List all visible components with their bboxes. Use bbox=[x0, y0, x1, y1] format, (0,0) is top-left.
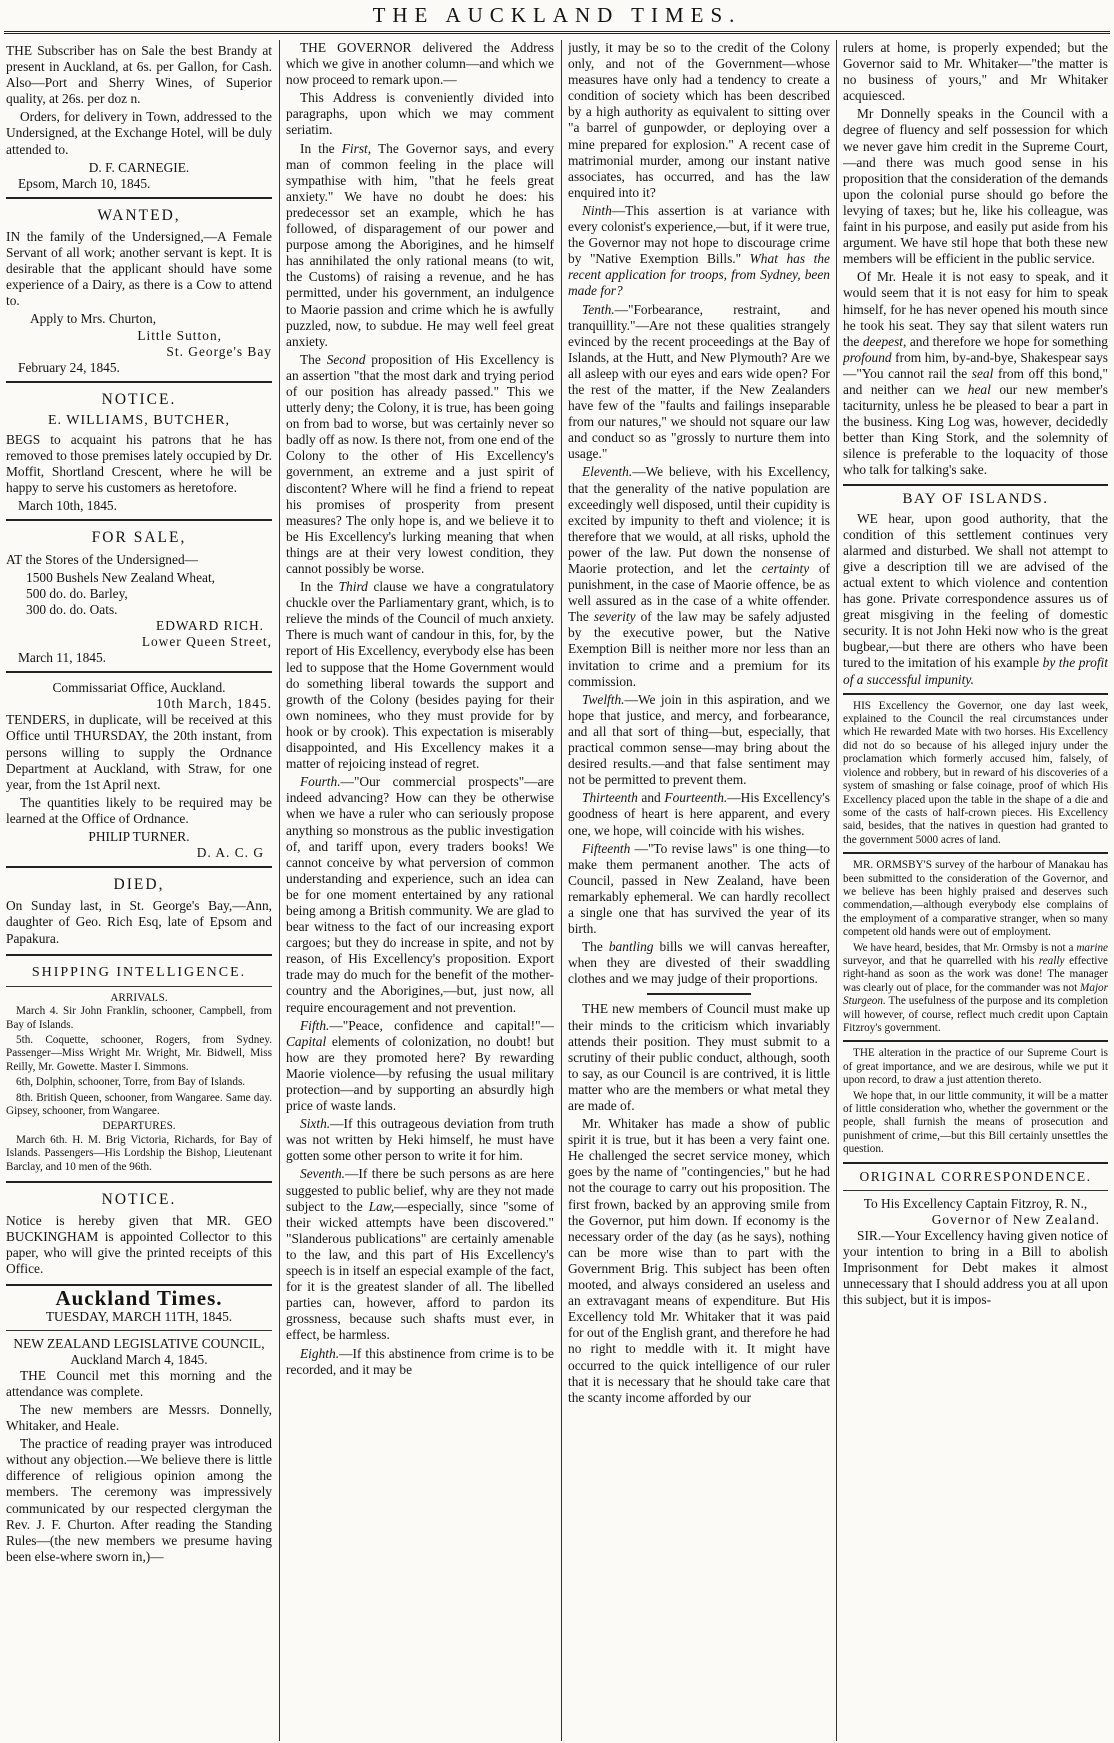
commissariat-date: 10th March, 1845. bbox=[156, 696, 272, 712]
shipping-heading: SHIPPING INTELLIGENCE. bbox=[31, 964, 247, 980]
for-sale-heading: FOR SALE, bbox=[91, 529, 187, 547]
for-sale-advert bbox=[6, 525, 272, 673]
divider bbox=[6, 986, 272, 987]
wanted-text: IN the family of the Undersigned,—A Female Servant of all work; another servant is kept. It is desirable that the applicant should have some experience of a Dairy, as there is a Cow to attend to. bbox=[6, 228, 272, 309]
bay-of-islands-paragraph: WE hear, upon good authority, that the condition of this settlement continues very alarmed and disturbed. We shall not attempt to give a description till we are advised of the actual extent to which violence and contention has gone. Private correspondence assures us of great misgiving in the feeling of domestic security. It is not John Heki now who is the great bugbear,—but there are others who have been tured to the imitation of his example by the profit of a successful impunity. bbox=[843, 510, 1108, 687]
divider bbox=[843, 1040, 1108, 1042]
for-sale-line: 300 do. do. Oats. bbox=[26, 601, 118, 617]
butcher-name: E. WILLIAMS, BUTCHER, bbox=[47, 412, 231, 428]
council-members-paragraph: Of Mr. Heale it is not easy to speak, and it would seem that it is not easy for him to speak himself, for he has never opened his mouth since he took his seat. They say that silent waters run the deepest, and therefore we hope for something profound from him, by-and-bye, Shakespear says—"You cannot rail the seal from off this bond," and neither can we heal our new member's taciturnity, unless he be pleased to bear a part in the business. King Log was, however, decidedly better than King Stork, and the solemnity of silence is preferable to the loquacity of those who talk for talking's sake. bbox=[843, 269, 1108, 478]
court-paragraph: THE alteration in the practice of our Supreme Court is of great importance, and we are desirous, while we put it upon record, to draw a just attention thereto. bbox=[843, 1047, 1108, 1087]
governor-paragraph: HIS Excellency the Governor, one day last week, explained to the Council the real circumstances under which He rewarded Mate with two horses. His Excellency did not do so because of his alleged injury under the proclamation which formerly accused him, falsely, of violence and robbery, but in reward of his discoveries of a system of smashing or false coinage, proof of which His Excellency placed upon the table in the shape of a die and some of the casts of half-crown pieces. His Excellency said, besides, that the natives in question had granted to the government 5000 acres of land. bbox=[843, 699, 1108, 846]
court-paragraph: We hope that, in our little community, it will be a matter of little consideration who, whether the government or the people, shall furnish the means of prosecution and punishment of crime,—but this Bill certainly unsettles the question. bbox=[843, 1089, 1108, 1156]
address-paragraph: Fifteenth —"To revise laws" is one thing—to make them permanent another. The acts of Council, passed in New Zealand, have been remarkably ephemeral. We can hardly recollect a single one that has survived the year of its birth. bbox=[568, 840, 830, 937]
arrival-entry: 8th. British Queen, schooner, from Wangaree. Same day. Gipsey, schooner, from Wangaree. bbox=[6, 1091, 272, 1117]
departure-entry: March 6th. H. M. Brig Victoria, Richards, for Bay of Islands. Passengers—His Lordship the Bishop, Lieutenant Barclay, and 10 men of the 96th. bbox=[6, 1133, 272, 1173]
council-heading: NEW ZEALAND LEGISLATIVE COUNCIL, Auckland March 4, 1845. bbox=[13, 1335, 265, 1367]
council-paragraph: THE Council met this morning and the attendance was complete. bbox=[6, 1367, 272, 1399]
column-3 bbox=[568, 40, 830, 1408]
wanted-place-1: Little Sutton, bbox=[137, 327, 222, 343]
address-paragraph: Sixth.—If this outrageous deviation from truth was not written by Heki himself, he must have gotten some other person to write it for him. bbox=[286, 1116, 554, 1164]
ormsby-paragraph: We have heard, besides, that Mr. Ormsby is not a marine surveyor, and that he quarrelled with his really effective right-hand as soon as the work was done! The manager was clearly out of place, for the commander was not Major Sturgeon. The usefulness of the purpose and its completion will however, of course, reflect much credit upon Captain Fitzroy's government. bbox=[843, 941, 1108, 1034]
council-paragraph: The new members are Messrs. Donnelly, Whitaker, and Heale. bbox=[6, 1402, 272, 1434]
died-notice bbox=[6, 872, 272, 955]
died-heading: DIED, bbox=[113, 876, 165, 894]
column-divider bbox=[836, 40, 837, 1741]
butcher-notice bbox=[6, 387, 272, 522]
column-2 bbox=[286, 40, 554, 1380]
carnegie-text: THE Subscriber has on Sale the best Brandy at present in Auckland, at 6s. per Gallon, for Cash. Also—Port and Sherry Wines, of Superior quality, at 26s. per doz n. bbox=[6, 43, 272, 107]
paper-title: Auckland Times. bbox=[55, 1286, 223, 1311]
council-members-paragraph: THE new members of Council must make up their minds to the criticism which invariably attends their position. They must submit to a scrutiny of their public conduct, although, sooth to say, as our Council is are contrived, it is little matter who are the members or what metal they are made of. bbox=[568, 1001, 830, 1113]
for-sale-date: March 11, 1845. bbox=[18, 650, 107, 666]
tenders-advert bbox=[6, 677, 272, 868]
address-paragraph: This Address is conveniently divided into paragraphs, upon which we may comment seriatim. bbox=[286, 90, 554, 138]
column-divider bbox=[561, 40, 562, 1741]
for-sale-text: AT the Stores of the Undersigned— bbox=[6, 551, 199, 567]
address-paragraph: Fifth.—"Peace, confidence and capital!"—Capital elements of colonization, no doubt! but how are they promoted here? By rewarding Maorie violence—by refusing the usual military protection—and by supporting an absurdly high price of waste lands. bbox=[286, 1017, 554, 1114]
shipping-section bbox=[6, 960, 272, 1183]
for-sale-line: 500 do. do. Barley, bbox=[26, 585, 128, 601]
arrival-entry: 5th. Coquette, schooner, Rogers, from Sydney. Passenger—Miss Wright Mr. Wright, Mr. Bidwell, Miss Reilly, Mr. Gowette. Master I. Simmons. bbox=[6, 1033, 272, 1073]
wanted-date: February 24, 1845. bbox=[18, 359, 120, 375]
for-sale-line: 1500 Bushels New Zealand Wheat, bbox=[26, 569, 216, 585]
wanted-place-2: St. George's Bay bbox=[166, 343, 272, 359]
shipping-list bbox=[6, 992, 272, 1174]
masthead: THE AUCKLAND TIMES. bbox=[372, 3, 742, 27]
address-paragraph: Eighth.—If this abstinence from crime is to be recorded, and it may be bbox=[286, 1345, 554, 1377]
divider bbox=[843, 484, 1108, 486]
ormsby-paragraph: MR. ORMSBY'S survey of the harbour of Manakau has been submitted to the consideration of the Governor, and we believe has been highly praised and deserves such commendation,—although everybody else complains of the employment of a comparative stranger, when so many competent old hands were out of employment. bbox=[843, 859, 1108, 939]
tenders-signature: PHILIP TURNER. bbox=[88, 829, 190, 845]
column-divider bbox=[279, 40, 280, 1741]
bay-of-islands-heading: BAY OF ISLANDS. bbox=[902, 490, 1049, 507]
letter-addressee-title: Governor of New Zealand. bbox=[931, 1211, 1100, 1227]
wanted-heading: WANTED, bbox=[97, 206, 181, 224]
council-members-paragraph: Mr Donnelly speaks in the Council with a degree of fluency and self possession for which we never gave him credit in the Supreme Court,—and there was much good sense in his proposition that the consideration of the demands upon the colonial purse should go before the levying of taxes; but he, like his colleague, was faint in his purpose, and easily put aside from his argument. We have stil hope that both these new members will be efficient in the public service. bbox=[843, 106, 1108, 267]
notice-heading: NOTICE. bbox=[101, 390, 177, 408]
arrival-entry: March 4. Sir John Franklin, schooner, Campbell, from Bay of Islands. bbox=[6, 1005, 272, 1031]
divider bbox=[843, 1162, 1108, 1164]
arrivals-heading: ARRIVALS. bbox=[110, 991, 168, 1004]
arrival-entry: 6th, Dolphin, schooner, Torre, from Bay of Islands. bbox=[16, 1076, 246, 1089]
council-members-paragraph: Mr. Whitaker has made a show of public spirit it is true, but it has been a very faint one. He challenged the secret service money, which goes by the name of "contingencies," but he had not the courage to carry out his proposition. The first frown, backed by an approving smile from the Governor, put him down. If economy is the necessary order of the day (as he says), nothing can be more wise than to part with the Government Brig. This subject has been often mooted, and always considered an useless and an extravagant means of expenditure. But His Excellency told Mr. Whitaker that it was paid for out of the English grant, and therefore he had no right to meddle with it. It might have occurred to the quick intelligence of our ruler that it is necessary that he should take care that the scanty income afforded by our bbox=[568, 1116, 830, 1405]
ormsby-news bbox=[843, 859, 1108, 1035]
address-paragraph: The Second proposition of His Excellency is an assertion "that the most dark and trying period of our position has already passed." This we utterly deny; the Colony, it is true, has been going on from bad to worse, but was certainly never so badly off as now. Is there not, from one end of the Colony to the other of His Excellency's government, an extreme and a just spirit of discontent? Where will he find a friend to repeat his promises of prosperity from present measures? The only hope is, and we believe it to be His Excellency's lurking meaning that when things are at their very lowest condition, they cannot possibly be worse. bbox=[286, 351, 554, 576]
council-members-paragraph: rulers at home, is properly expended; but the Governor said to Mr. Whitaker—"the matter is no business of yours," and Mr Whitaker acquiesced. bbox=[843, 40, 1108, 104]
tenders-text: TENDERS, in duplicate, will be received at this Office until THURSDAY, the 20th instant, from persons willing to supply the Ordnance Department at Auckland, with Straw, for one year, from the 1st April next. bbox=[6, 712, 272, 792]
divider bbox=[6, 1330, 272, 1331]
council-paragraph: The practice of reading prayer was introduced without any objection.—We believe there is little difference of religious opinion among the members. The ceremony was impressively communicated by our respected clergyman the Rev. J. F. Churton. After reading the Standing Rules—(the new members we presume having been else-where sworn in,)— bbox=[6, 1436, 272, 1564]
column-4 bbox=[843, 40, 1108, 1310]
for-sale-signature: EDWARD RICH. bbox=[156, 617, 264, 633]
carnegie-signature: D. F. CARNEGIE. bbox=[88, 159, 190, 175]
divider bbox=[647, 993, 752, 995]
address-paragraph: Ninth—This assertion is at variance with every colonist's experience,—but, if it were true, the Governor may not hope to discourage crime by "Native Exemption Bills." What has the recent application for troops, from Sydney, been made for? bbox=[568, 202, 830, 299]
original-correspondence-heading: ORIGINAL CORRESPONDENCE. bbox=[859, 1168, 1092, 1184]
paper-date: TUESDAY, MARCH 11TH, 1845. bbox=[45, 1308, 233, 1324]
divider bbox=[843, 693, 1108, 695]
address-paragraph: Fourth.—"Our commercial prospects"—are indeed advancing? How can they be otherwise when we have a ruler who can seriously propose anything so monstrous as the public investigation of, and tariff upon, every traders books! We cannot conceive by what perversion of common understanding and experience, such an idea can be for one moment entertained by any rational being among a British community. We are glad to bear witness to the fact of our increasing export cargoes; but they do increase in spite, and not by reason, of His Excellency's proposition. Export trade may do much for the benefit of the mother-country and the Aborigines,—but, just now, all require encouragement and not prevention. bbox=[286, 774, 554, 1015]
tenders-title: D. A. C. G bbox=[196, 845, 264, 861]
divider bbox=[843, 852, 1108, 854]
address-paragraph: The bantling bills we will canvas hereafter, when they are divested of their swaddling clothes and we may judge of their proportions. bbox=[568, 939, 830, 987]
address-paragraph: THE GOVERNOR delivered the Address which we give in another column—and which we now proceed to remark upon.— bbox=[286, 40, 554, 88]
address-paragraph: Thirteenth and Fourteenth.—His Excellency's goodness of heart is here apparent, and every one, we hope, will coincide with his wishes. bbox=[568, 790, 830, 838]
notice-heading: NOTICE. bbox=[101, 1190, 177, 1208]
column-1 bbox=[6, 40, 272, 1567]
address-paragraph: justly, it may be so to the credit of the Colony only, and not of the Government—whose measures have only had a tendency to create a condition of society which has been described by a high authority as equivalent to sitting over "a barrel of gunpowder, or deploying over a mine prepared for explosion." A recent case of matrimonial murder, among our instant native associates, has occurred, and has the law enquired into it? bbox=[568, 40, 830, 200]
for-sale-street: Lower Queen Street, bbox=[141, 634, 272, 649]
collector-notice bbox=[6, 1187, 272, 1286]
died-text: On Sunday last, in St. George's Bay,—Ann, daughter of Geo. Rich Esq, late of Epsom and Papakura. bbox=[6, 898, 272, 946]
supreme-court-news bbox=[843, 1047, 1108, 1156]
letter-addressee: To His Excellency Captain Fitzroy, R. N., bbox=[863, 1195, 1088, 1211]
masthead-rule bbox=[4, 31, 1110, 34]
wanted-apply: Apply to Mrs. Churton, bbox=[30, 311, 157, 327]
address-paragraph: Eleventh.—We believe, with his Excellency, that the generality of the native population are exceedingly well disposed, until their cupidity is excited by impunity to theft and violence; it is therefore that we would, at all risks, uphold the power of the law. Put down the nonsense of Maorie protection, and let the certainty of punishment, in the case of Maorie offence, be as well assured as in the case of a white offender. The severity of the law may be safely adjusted by the executive power, but the Native Exemption Bill is neither more nor less than an invitation to crime and a premium for its commission. bbox=[568, 464, 830, 689]
butcher-date: March 10th, 1845. bbox=[18, 498, 117, 514]
address-paragraph: In the Third clause we have a congratulatory chuckle over the Parliamentary grant, which, is to relieve the minds of the Council of much anxiety. There is much want of candour in this, for, by the report of His Excellency, everybody else has been led to suppose that the Home Government would do something liberal towards the support and growth of the Colony (besides paying for their own nominees, who they must provide for by hook or by crook). This expectation is miserably disappointed, and His Excellency makes it a matter of rejoicing instead of regret. bbox=[286, 579, 554, 772]
tenders-quantities: The quantities likely to be required may be learned at the Office of Ordnance. bbox=[6, 794, 272, 826]
departures-heading: DEPARTURES. bbox=[102, 1120, 176, 1133]
address-paragraph: In the First, The Governor says, and every man of common feeling in the place will sympathise with him, "that he feels great anxiety." We have no doubt he does: his predecessor set an example, which he has followed, of disparagement of our power and purpose among the Aborigines, and he himself has annihilated the only rational means (to wit, the Customs) of raising a revenue, and he has permitted, under his government, an indulgence to Maorie passion and crime which he is awfully puzzled, now, to subdue. He may well feel great anxiety. bbox=[286, 140, 554, 349]
carnegie-orders: Orders, for delivery in Town, addressed to the Undersigned, at the Exchange Hotel, will be duly attended to. bbox=[6, 109, 272, 157]
address-paragraph: Seventh.—If there be such persons as are here suggested to public belief, why are they not made subject to the Law,—especially, since "some of their wicked attempts have been discovered." "Slanderous publications" are certainly amenable to the law, and this part of His Excellency's speech is in itself an especial example of the fact, for it is the greatest slander of all. The libelled parties can, however, afford to pardon its grossness, because such shafts must ever, in effect, be harmless. bbox=[286, 1166, 554, 1343]
butcher-text: BEGS to acquaint his patrons that he has removed to those premises lately occupied by Dr. Moffit, Shortland Crescent, where he will be happy to serve his customers as heretofore. bbox=[6, 431, 272, 496]
address-paragraph: Tenth.—"Forbearance, restraint, and tranquillity."—Are not these qualities strangely evinced by the recent proceedings at the Bay of Islands, at the Hutt, and New Plymouth? Are we all asleep with our eyes and ears wide open? For the rest of the matter, if the New Zealanders have few of the "faults and failings inseparable from our natures," we should not square our law and conduct so as "grossly to nurture them into usage." bbox=[568, 301, 830, 462]
governor-news bbox=[843, 700, 1108, 847]
address-paragraph: Twelfth.—We join in this aspiration, and we hope that justice, and mercy, and forbearance, and all that sort of thing—but, especially, that practical common sense—may bring about the desired results.—and that false sentiment may not be permitted to prevent them. bbox=[568, 691, 830, 788]
wanted-advert bbox=[6, 203, 272, 383]
carnegie-date: Epsom, March 10, 1845. bbox=[18, 175, 151, 191]
carnegie-advert bbox=[6, 40, 272, 199]
collector-text: Notice is hereby given that MR. GEO BUCKINGHAM is appointed Collector to this paper, who will give the printed receipts of this Office. bbox=[6, 1213, 272, 1277]
commissariat-office: Commissariat Office, Auckland. bbox=[52, 680, 226, 696]
divider bbox=[843, 1190, 1108, 1191]
letter-paragraph: SIR.—Your Excellency having given notice of your intention to bring in a Bill to abolish Imprisonment for Debt makes it almost unnecessary that I should address you at all upon this subject, but it is impos- bbox=[843, 1227, 1108, 1308]
